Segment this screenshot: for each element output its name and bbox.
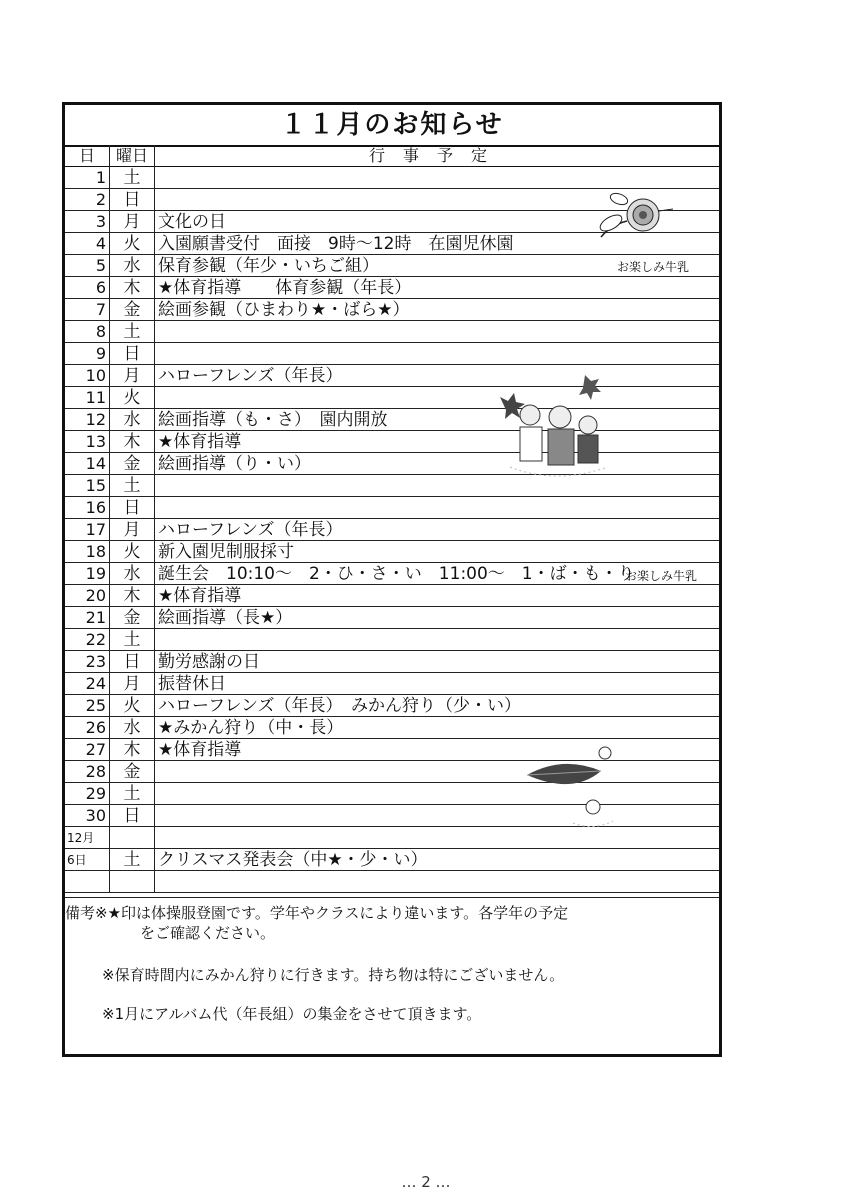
- weekday-cell: 金: [110, 607, 155, 629]
- event-cell: 絵画参観（ひまわり★・ばら★）: [158, 300, 410, 320]
- table-row: [65, 453, 719, 475]
- day-cell: 20: [65, 585, 110, 607]
- day-cell: 15: [65, 475, 110, 497]
- table-row: [65, 541, 719, 563]
- event-cell: [155, 387, 722, 409]
- table-row: [65, 321, 719, 343]
- weekday-cell: 土: [110, 321, 155, 343]
- notice-sheet: [62, 102, 722, 1057]
- table-row: [65, 343, 719, 365]
- day-cell: 5: [65, 255, 110, 277]
- day-cell: 16: [65, 497, 110, 519]
- weekday-cell: 金: [110, 453, 155, 475]
- header-day: 日: [65, 145, 110, 167]
- event-cell: ★体育指導 体育参観（年長）: [158, 278, 412, 298]
- weekday-cell: 火: [110, 233, 155, 255]
- day-cell: 1: [65, 167, 110, 189]
- weekday-cell: 木: [110, 585, 155, 607]
- table-row: [65, 871, 719, 893]
- weekday-cell: 水: [110, 255, 155, 277]
- day-cell: 23: [65, 651, 110, 673]
- milk-note: お楽しみ牛乳: [617, 260, 690, 274]
- event-cell: 絵画指導（り・い）: [158, 454, 311, 474]
- day-cell: 12月: [65, 827, 110, 849]
- camellia-flower-icon: [593, 185, 673, 245]
- table-row: [65, 409, 719, 431]
- event-cell: [155, 783, 722, 805]
- day-cell: 12: [65, 409, 110, 431]
- event-cell: [155, 475, 722, 497]
- table-row: [65, 475, 719, 497]
- event-cell: クリスマス発表会（中★・少・い）: [158, 850, 428, 870]
- event-cell: [155, 805, 722, 827]
- event-cell: [155, 871, 722, 893]
- event-cell: 入園願書受付 面接 9時～12時 在園児休園: [158, 234, 514, 254]
- remark-line: をご確認ください。: [140, 924, 276, 942]
- remarks-section: [65, 897, 719, 1023]
- day-cell: 30: [65, 805, 110, 827]
- table-row: [65, 563, 719, 585]
- weekday-cell: 日: [110, 651, 155, 673]
- weekday-cell: 月: [110, 365, 155, 387]
- weekday-cell: 水: [110, 409, 155, 431]
- day-cell: 14: [65, 453, 110, 475]
- day-cell: 26: [65, 717, 110, 739]
- table-row: [65, 497, 719, 519]
- weekday-cell: 木: [110, 739, 155, 761]
- day-cell: [65, 871, 110, 893]
- day-cell: 3: [65, 211, 110, 233]
- day-cell: 27: [65, 739, 110, 761]
- table-row: [65, 387, 719, 409]
- weekday-cell: 土: [110, 475, 155, 497]
- weekday-cell: 火: [110, 387, 155, 409]
- day-cell: 10: [65, 365, 110, 387]
- day-cell: 4: [65, 233, 110, 255]
- weekday-cell: 月: [110, 211, 155, 233]
- weekday-cell: 日: [110, 805, 155, 827]
- milk-note: お楽しみ牛乳: [625, 569, 698, 583]
- table-row: [65, 277, 719, 299]
- event-cell: 勤労感謝の日: [158, 652, 260, 672]
- event-cell: [155, 629, 722, 651]
- weekday-cell: [110, 827, 155, 849]
- autumn-children-illustration: [490, 367, 620, 497]
- weekday-cell: 日: [110, 343, 155, 365]
- day-cell: 13: [65, 431, 110, 453]
- header-dow: 曜日: [110, 145, 155, 167]
- event-cell: ハローフレンズ（年長）: [158, 520, 343, 540]
- page-title: １１月のお知らせ: [65, 105, 719, 147]
- weekday-cell: 月: [110, 673, 155, 695]
- weekday-cell: 金: [110, 761, 155, 783]
- table-row: [65, 607, 719, 629]
- event-cell: ★体育指導: [158, 586, 242, 606]
- day-cell: 18: [65, 541, 110, 563]
- day-cell: 2: [65, 189, 110, 211]
- day-cell: 17: [65, 519, 110, 541]
- table-row: [65, 519, 719, 541]
- table-row: [65, 431, 719, 453]
- weekday-cell: 火: [110, 541, 155, 563]
- table-row: [65, 673, 719, 695]
- event-cell: 誕生会 10:10～ 2・ひ・さ・い 11:00～ 1・ば・も・り: [158, 564, 635, 584]
- table-row: [65, 651, 719, 673]
- event-cell: 絵画指導（長★）: [158, 608, 293, 628]
- day-cell: 11: [65, 387, 110, 409]
- day-cell: 21: [65, 607, 110, 629]
- table-row: [65, 849, 719, 871]
- weekday-cell: 木: [110, 431, 155, 453]
- day-cell: 28: [65, 761, 110, 783]
- weekday-cell: 土: [110, 629, 155, 651]
- event-cell: 絵画指導（も・さ） 園内開放: [158, 410, 388, 430]
- day-cell: 9: [65, 343, 110, 365]
- day-cell: 8: [65, 321, 110, 343]
- weekday-cell: 月: [110, 519, 155, 541]
- event-cell: 文化の日: [158, 212, 226, 232]
- event-cell: [155, 343, 722, 365]
- event-cell: ★体育指導: [158, 432, 242, 452]
- day-cell: 25: [65, 695, 110, 717]
- table-header: [65, 145, 719, 167]
- table-row: [65, 299, 719, 321]
- weekday-cell: 土: [110, 849, 155, 871]
- event-cell: 振替休日: [158, 674, 226, 694]
- weekday-cell: 日: [110, 189, 155, 211]
- table-row: [65, 717, 719, 739]
- day-cell: 6日: [65, 849, 110, 871]
- event-cell: 新入園児制服採寸: [158, 542, 294, 562]
- weekday-cell: 火: [110, 695, 155, 717]
- remark-line: ※保育時間内にみかん狩りに行きます。持ち物は特にございません。: [102, 966, 565, 984]
- event-cell: [155, 321, 722, 343]
- weekday-cell: 水: [110, 717, 155, 739]
- weekday-cell: 金: [110, 299, 155, 321]
- table-row: [65, 585, 719, 607]
- leaf-boat-illustration: [523, 745, 623, 835]
- day-cell: 22: [65, 629, 110, 651]
- header-event: 行事予定: [368, 146, 505, 165]
- page-number: … 2 …: [401, 1173, 451, 1191]
- table-row: [65, 365, 719, 387]
- event-cell: ハローフレンズ（年長）: [158, 366, 343, 386]
- day-cell: 24: [65, 673, 110, 695]
- day-cell: 7: [65, 299, 110, 321]
- event-cell: ★体育指導: [158, 740, 242, 760]
- remark-line: 備考※★印は体操服登園です。学年やクラスにより違います。各学年の予定: [65, 904, 569, 922]
- weekday-cell: 土: [110, 783, 155, 805]
- event-cell: [155, 497, 722, 519]
- weekday-cell: 土: [110, 167, 155, 189]
- day-cell: 19: [65, 563, 110, 585]
- table-row: [65, 629, 719, 651]
- weekday-cell: 水: [110, 563, 155, 585]
- weekday-cell: 木: [110, 277, 155, 299]
- event-cell: 保育参観（年少・いちご組）: [158, 256, 379, 276]
- event-cell: [155, 827, 722, 849]
- remark-line: ※1月にアルバム代（年長組）の集金をさせて頂きます。: [102, 1005, 482, 1023]
- weekday-cell: 日: [110, 497, 155, 519]
- day-cell: 29: [65, 783, 110, 805]
- event-cell: ★みかん狩り（中・長）: [158, 718, 344, 738]
- event-cell: ハローフレンズ（年長） みかん狩り（少・い）: [158, 696, 522, 716]
- table-row: [65, 695, 719, 717]
- event-cell: [155, 761, 722, 783]
- weekday-cell: [110, 871, 155, 893]
- day-cell: 6: [65, 277, 110, 299]
